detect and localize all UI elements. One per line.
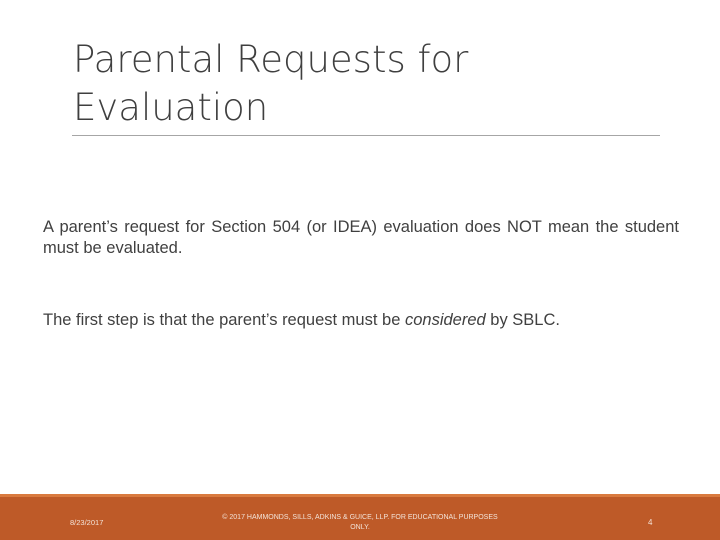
paragraph-2-emphasis: considered — [404, 311, 486, 329]
footer-date: 8/23/2017 — [70, 518, 104, 527]
slide-title: Parental Requests for Evaluation — [73, 38, 469, 129]
footer-copyright: © 2017 HAMMONDS, SILLS, ADKINS & GUICE, LLP. FOR EDUCATIONAL PURPOSES ONLY. — [222, 514, 498, 531]
paragraph-2-lead: The first step is that the parent’s request must be — [43, 311, 405, 329]
body-paragraph-2 — [43, 310, 679, 331]
body-paragraph-1: A parent’s request for Section 504 (or IDEA) evaluation does NOT mean the student must be evaluated. — [43, 218, 679, 257]
title-divider — [72, 135, 660, 136]
footer-page-number: 4 — [648, 518, 653, 527]
paragraph-2-tail: by SBLC. — [485, 311, 560, 329]
